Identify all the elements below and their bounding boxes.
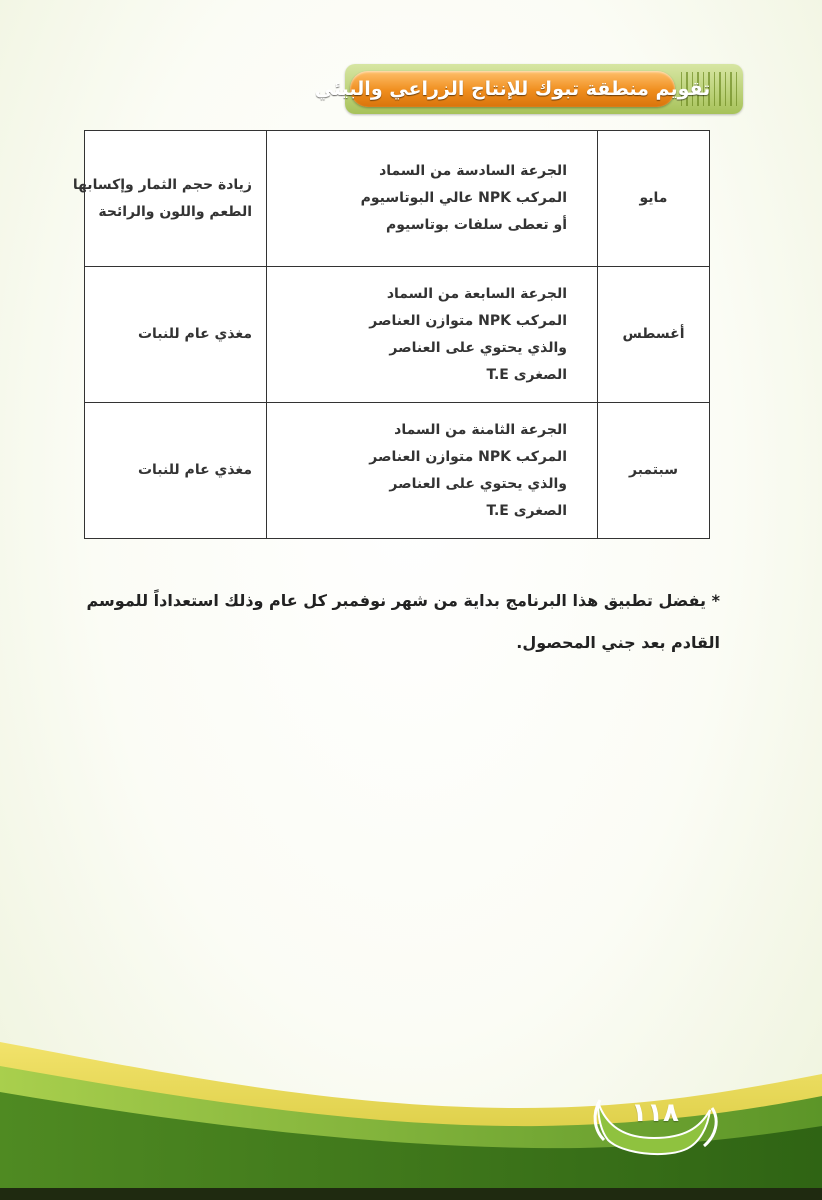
dose-line: الجرعة السادسة من السماد — [379, 163, 567, 179]
table-cell-dose — [267, 131, 598, 267]
dose-line: والذي يحتوي على العناصر — [389, 475, 567, 492]
page-number: ١١٨ — [631, 1098, 679, 1128]
dose-line: المركب NPK متوازن العناصر — [369, 312, 567, 329]
footnote — [62, 590, 720, 674]
purpose-line: زيادة حجم الثمار وإكسابها — [72, 176, 252, 193]
table-cell-month: أغسطس — [598, 267, 710, 403]
table-cell-month: سبتمبر — [598, 403, 710, 539]
dose-line: أو تعطى سلفات بوتاسيوم — [385, 217, 567, 233]
table-cell-purpose — [85, 403, 267, 539]
dose-line: المركب NPK متوازن العناصر — [369, 448, 567, 465]
table-cell-dose — [267, 403, 598, 539]
purpose-line: مغذي عام للنبات — [137, 462, 252, 478]
dose-line: الصغرى T.E — [486, 366, 567, 383]
dose-line: المركب NPK عالي البوتاسيوم — [360, 190, 567, 206]
dose-line: والذي يحتوي على العناصر — [389, 339, 567, 356]
table-cell-month: مايو — [598, 131, 710, 267]
footnote-line: القادم بعد جني المحصول. — [516, 633, 720, 652]
dose-line: الجرعة الثامنة من السماد — [394, 421, 567, 438]
dose-line: الصغرى T.E — [486, 502, 567, 519]
table-cell-dose — [267, 267, 598, 403]
purpose-line: مغذي عام للنبات — [137, 326, 252, 342]
table-row — [85, 131, 710, 267]
table-cell-purpose — [72, 131, 267, 267]
page-title: تقويم منطقة تبوك للإنتاج الزراعي والبيئي — [314, 78, 711, 100]
table-row — [85, 267, 710, 403]
dose-line: الجرعة السابعة من السماد — [386, 285, 567, 302]
bottom-band — [0, 1188, 822, 1200]
table-cell-purpose — [85, 267, 267, 403]
schedule-table-container — [72, 130, 710, 539]
footnote-line: * يفضل تطبيق هذا البرنامج بداية من شهر نوفمبر كل عام وذلك استعداداً للموسم — [86, 591, 720, 610]
purpose-line: الطعم واللون والرائحة — [98, 203, 252, 220]
header-title-pill — [314, 71, 711, 107]
table-row — [85, 403, 710, 539]
schedule-table — [72, 130, 710, 539]
